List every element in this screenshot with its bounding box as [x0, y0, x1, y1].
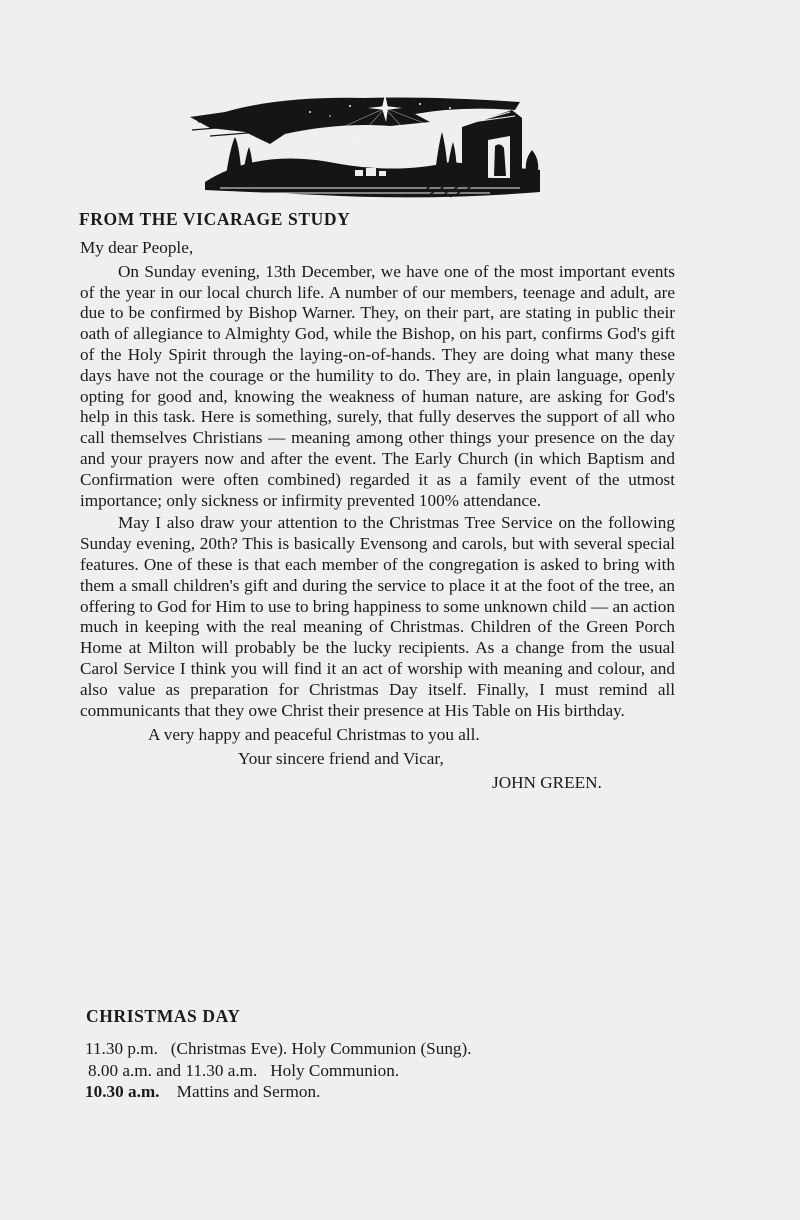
signature: JOHN GREEN.: [492, 772, 602, 792]
service-line: [85, 1038, 685, 1060]
closing-wish: A very happy and peaceful Christmas to you all.: [148, 725, 480, 745]
christmas-day-heading: CHRISTMAS DAY: [86, 1006, 241, 1026]
service-description: (Christmas Eve). Holy Communion (Sung).: [170, 1039, 472, 1058]
service-description: Holy Communion.: [270, 1060, 400, 1080]
service-time: 10.30 a.m.: [85, 1082, 160, 1101]
closing-signoff: Your sincere friend and Vicar,: [238, 749, 444, 769]
letter-paragraph-confirmation: On Sunday evening, 13th December, we have one of the most important events of the year in our local church life. A number of our members, teenage and adult, are due to be confirmed by Bishop Warner. They, on their part, are stating in public their oath of allegiance to Almighty God, while the Bishop, on his part, confirms God's gift of the Holy Spirit through the laying-on-of-hands. They are doing what many these days have not the courage or the humility to do. They are, in plain language, openly opting for good and, knowing the weakness of human nature, are asking for God's help in this task. Here is something, surely, that fully deserves the support of all who call themselves Christians — meaning among other things your presence on the day and your prayers now and after the event. The Early Church (in which Baptism and Confirmation were often combined) regarded it as a family event of the utmost importance; only sickness or infirmity prevented 100% attendance.: [80, 261, 675, 510]
service-time: 11.30 p.m.: [85, 1039, 158, 1058]
christmas-day-services: [85, 1038, 685, 1103]
salutation: My dear People,: [80, 238, 194, 257]
service-line: [85, 1081, 685, 1103]
letter-paragraph-christmas-tree: May I also draw your attention to the Christmas Tree Service on the following Sunday evening, 20th? This is basically Evensong and carols, but with several special features. One of these is that each member of the congregation is asked to bring with them a small children's gift and during the service to place it at the foot of the tree, an offering to God for Him to use to bring happiness to some unknown child — an action much in keeping with the real meaning of Christmas. Children of the Green Porch Home at Milton will probably be the lucky recipients. As a change from the usual Carol Service I think you will find it an act of worship with meaning and colour, and also value as preparation for Christmas Day itself. Finally, I must remind all communicants that they owe Christ their presence at His Table on His birthday.: [80, 513, 675, 720]
vicarage-heading: FROM THE VICARAGE STUDY: [79, 209, 351, 229]
vicar-letter: [80, 238, 675, 794]
service-line: [85, 1060, 685, 1082]
nativity-scene-illustration: [190, 92, 545, 207]
service-time: 8.00 a.m. and 11.30 a.m.: [88, 1060, 258, 1080]
service-description: Mattins and Sermon.: [176, 1082, 321, 1101]
